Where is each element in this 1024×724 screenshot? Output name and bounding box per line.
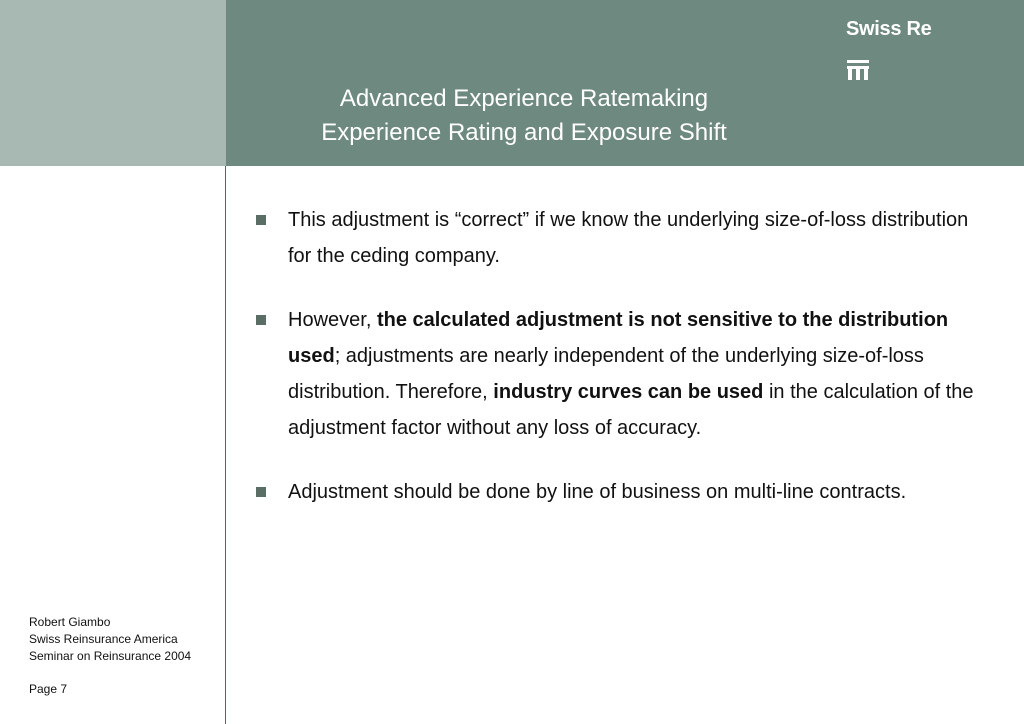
bullet-item-2 [256,302,996,446]
bullet-2-text-part-2: ; adjustments are nearly independent of the underlying size-of-loss distribution. Therefore, [288,345,924,403]
footer-event: Seminar on Reinsurance 2004 [29,649,192,663]
slide-title-line-2: Experience Rating and Exposure Shift [321,119,727,146]
bullet-3-text: Adjustment should be done by line of business on multi-line contracts. [288,481,907,503]
bullet-2-bold-part-1: the calculated adjustment is not sensitive to the distribution used [288,309,949,367]
swiss-re-logo-icon [847,60,869,80]
bullet-2-text-part-3: in the calculation of the adjustment factor without any loss of accuracy. [288,381,974,439]
left-header-band [0,0,226,166]
footer-organization: Swiss Reinsurance America [29,632,178,646]
brand-name: Swiss Re [846,18,932,40]
bullet-2-text-part-1: However, [288,309,377,331]
bullet-item-1 [256,202,996,274]
bullet-list [256,202,996,538]
square-bullet-icon [256,215,266,225]
bullet-2-bold-part-2: industry curves can be used [493,381,764,403]
square-bullet-icon [256,315,266,325]
slide-title-line-1: Advanced Experience Ratemaking [339,85,709,112]
footer [29,614,191,698]
slide-title [226,82,822,150]
bullet-1-text: This adjustment is “correct” if we know the underlying size-of-loss distribution for the ceding company. [288,209,969,267]
vertical-divider [225,166,226,724]
square-bullet-icon [256,487,266,497]
bullet-item-3 [256,474,996,510]
footer-author: Robert Giambo [29,615,111,629]
page-number: Page 7 [29,682,68,696]
